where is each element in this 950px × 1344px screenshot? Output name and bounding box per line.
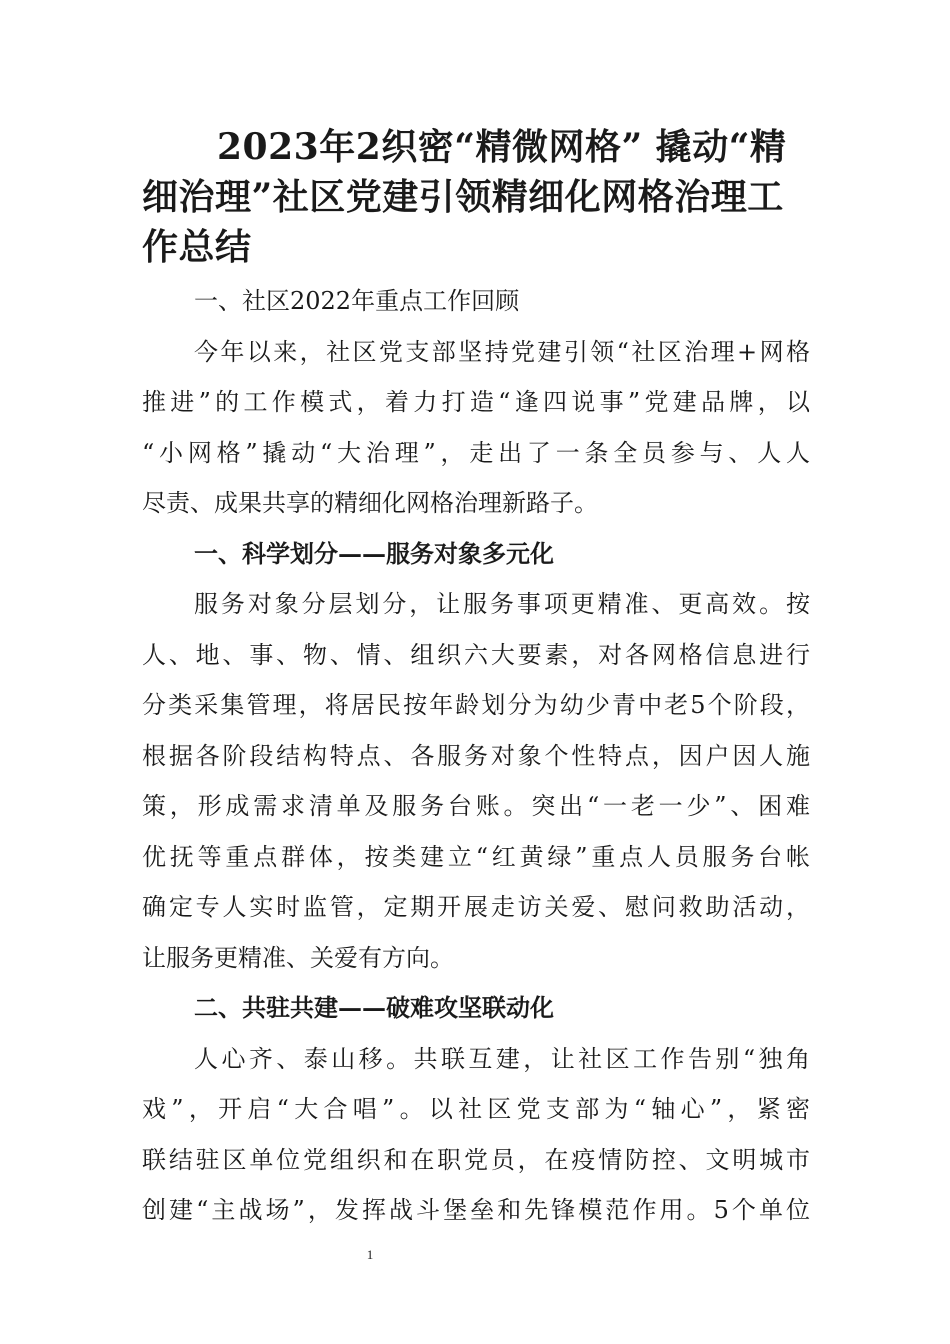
paragraph-line: 根据各阶段结构特点、各服务对象个性特点，因户因人施: [142, 741, 810, 770]
paragraph-line: 人心齐、泰山移。共联互建，让社区工作告别“独角: [194, 1044, 810, 1073]
paragraph-line: 联结驻区单位党组织和在职党员，在疫情防控、文明城市: [142, 1145, 810, 1174]
paragraph-line: 服务对象分层划分，让服务事项更精准、更高效。按: [194, 590, 810, 618]
paragraph-line: 戏”，开启“大合唱”。以社区党支部为“轴心”，紧密: [142, 1095, 810, 1123]
intro-paragraph: [142, 327, 810, 529]
paragraph-line: 让服务更精准、关爱有方向。: [142, 943, 454, 972]
title-line: 作总结: [142, 226, 252, 268]
paragraph-line: 尽责、成果共享的精细化网格治理新路子。: [142, 489, 598, 517]
paragraph-line: 今年以来，社区党支部坚持党建引领“社区治理+网格: [194, 337, 810, 366]
document-body: [142, 276, 810, 1236]
paragraph-2: [142, 1034, 810, 1236]
document-title: [142, 122, 812, 272]
subheading-2: 二、共驻共建——破难攻坚联动化: [194, 993, 554, 1022]
title-line: 细治理”社区党建引领精细化网格治理工: [142, 176, 784, 218]
section-heading: 一、社区2022年重点工作回顾: [194, 287, 520, 315]
page-number: 1: [366, 1247, 374, 1262]
paragraph-line: 优抚等重点群体，按类建立“红黄绿”重点人员服务台帐: [142, 842, 810, 871]
paragraph-line: 确定专人实时监管，定期开展走访关爱、慰问救助活动，: [142, 893, 810, 921]
subheading-1: 一、科学划分——服务对象多元化: [194, 538, 554, 568]
paragraph-line: 推进”的工作模式，着力打造“逢四说事”党建品牌，以: [142, 388, 810, 416]
title-line: 2023年2织密“精微网格” 撬动“精: [217, 126, 787, 168]
paragraph-1: [142, 579, 810, 983]
paragraph-line: 分类采集管理，将居民按年龄划分为幼少青中老5个阶段，: [142, 691, 810, 719]
paragraph-line: 人、地、事、物、情、组织六大要素，对各网格信息进行: [142, 640, 810, 669]
paragraph-line: 创建“主战场”，发挥战斗堡垒和先锋模范作用。5个单位: [142, 1196, 810, 1224]
paragraph-line: 策，形成需求清单及服务台账。突出“一老一少”、困难: [142, 792, 810, 820]
paragraph-line: “小网格”撬动“大治理”，走出了一条全员参与、人人: [142, 438, 810, 467]
